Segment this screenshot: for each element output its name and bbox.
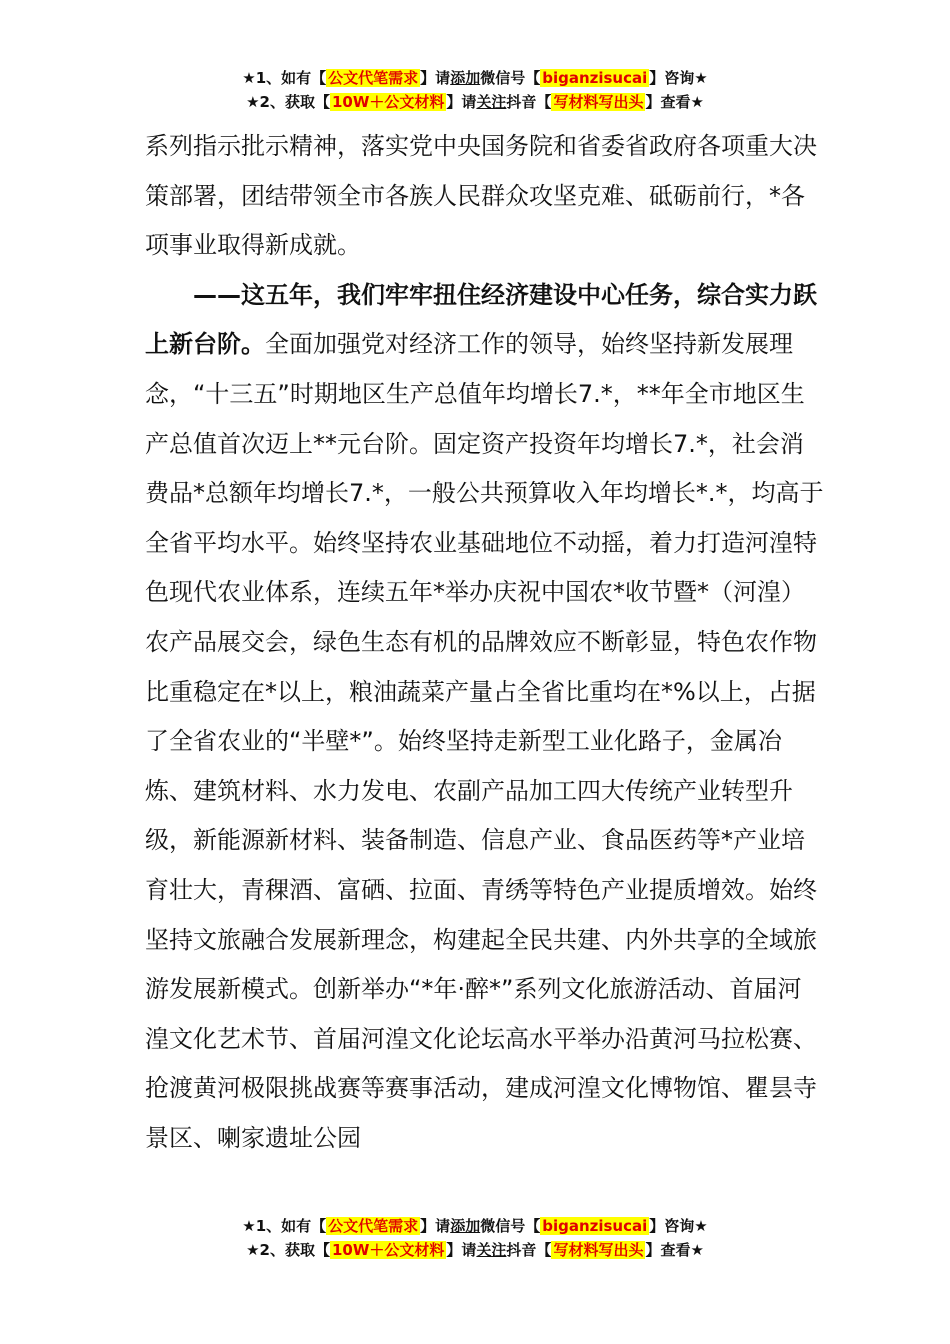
underlined-text: 关注 xyxy=(476,93,507,111)
banner-text: 微信号【 xyxy=(480,69,541,87)
banner-text: 微信号【 xyxy=(480,1217,541,1235)
highlight-service: 公文代笔需求 xyxy=(328,69,419,87)
banner-text: ★1、如有【 xyxy=(242,69,327,87)
paragraph xyxy=(145,271,825,1164)
highlight-materials: 10W＋公文材料 xyxy=(331,1241,445,1259)
underlined-text: 添加 xyxy=(450,1217,481,1235)
document-body xyxy=(145,122,825,1163)
highlight-douyin-account: 写材料写出头 xyxy=(553,93,644,111)
banner-text: 】请 xyxy=(446,1241,477,1259)
banner-text: ★1、如有【 xyxy=(242,1217,327,1235)
highlight-materials: 10W＋公文材料 xyxy=(331,93,445,111)
highlight-service: 公文代笔需求 xyxy=(328,1217,419,1235)
banner-text: ★2、获取【 xyxy=(246,93,330,111)
underlined-text: 关注 xyxy=(476,1241,507,1259)
banner-text: 】查看★ xyxy=(645,1241,704,1259)
banner-line-1 xyxy=(0,66,950,90)
banner-line-2 xyxy=(0,1238,950,1262)
banner-line-2 xyxy=(0,90,950,114)
paragraph-lead: ——这五年，我们牢牢扭住经济建设中心任务，综合实力跃上新台阶。 xyxy=(145,280,817,359)
highlight-douyin-account: 写材料写出头 xyxy=(553,1241,644,1259)
banner-text: ★2、获取【 xyxy=(246,1241,330,1259)
banner-text: 】请 xyxy=(420,69,451,87)
banner-text: 】请 xyxy=(446,93,477,111)
underlined-text: 添加 xyxy=(450,69,481,87)
paragraph: 系列指示批示精神，落实党中央国务院和省委省政府各项重大决策部署，团结带领全市各族人民群众攻坚克难、砥砺前行，*各项事业取得新成就。 xyxy=(145,132,817,260)
paragraph-body: 全面加强党对经济工作的领导，始终坚持新发展理念，“十三五”时期地区生产总值年均增长7.*，**年全市地区生产总值首次迈上**元台阶。固定资产投资年均增长7.*，社会消费品*总额年均增长7.*，一般公共预算收入年均增长*.*，均高于全省平均水平。始终坚持农业基础地位不动摇，着力打造河湟特色现代农业体系，连续五年*举办庆祝中国农*收节暨*（河湟）农产品展交会，绿色生态有机的品牌效应不断彰显，特色农作物比重稳定在*以上，粮油蔬菜产量占全省比重均在*%以上，占据了全省农业的“半壁*”。始终坚持走新型工业化路子，金属冶炼、建筑材料、水力发电、农副产品加工四大传统产业转型升级，新能源新材料、装备制造、信息产业、食品医药等*产业培育壮大，青稞酒、富硒、拉面、青绣等特色产业提质增效。始终坚持文旅融合发展新理念，构建起全民共建、内外共享的全域旅游发展新模式。创新举办“*年·醉*”系列文化旅游活动、首届河湟文化艺术节、首届河湟文化论坛高水平举办沿黄河马拉松赛、抢渡黄河极限挑战赛等赛事活动，建成河湟文化博物馆、瞿昙寺景区、喇家遗址公园 xyxy=(145,330,824,1152)
banner-text: 抖音【 xyxy=(506,1241,552,1259)
banner-text: 】咨询★ xyxy=(649,1217,708,1235)
banner-line-1 xyxy=(0,1214,950,1238)
highlight-wechat-id: biganzisucai xyxy=(542,1217,648,1235)
header-banner xyxy=(0,66,950,114)
banner-text: 】查看★ xyxy=(645,93,704,111)
highlight-wechat-id: biganzisucai xyxy=(542,69,648,87)
banner-text: 】咨询★ xyxy=(649,69,708,87)
banner-text: 】请 xyxy=(420,1217,451,1235)
banner-text: 抖音【 xyxy=(506,93,552,111)
footer-banner xyxy=(0,1214,950,1262)
